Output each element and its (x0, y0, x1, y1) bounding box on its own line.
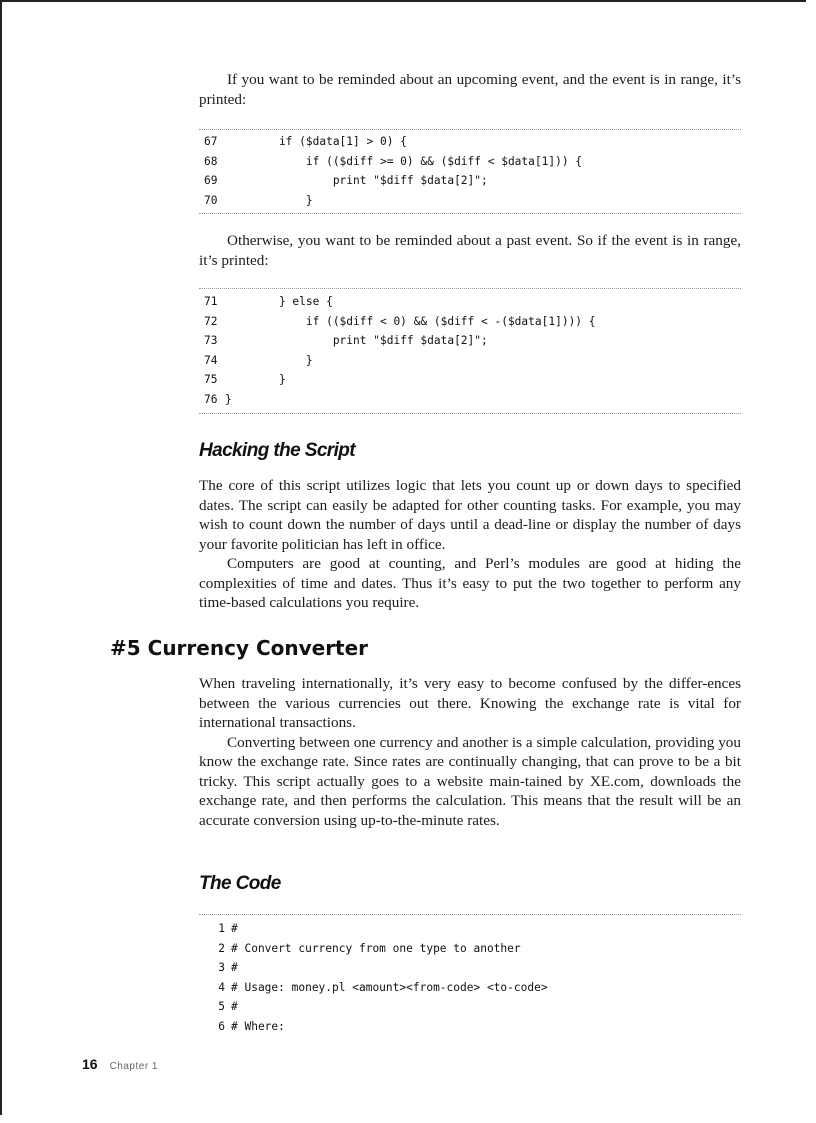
code-text: if (($diff >= 0) && ($diff < $data[1])) { (252, 154, 583, 168)
line-number: 5 (218, 1000, 225, 1014)
code-text: if (($diff < 0) && ($diff < -($data[1]))) { (252, 314, 596, 328)
intro-paragraph: If you want to be reminded about an upcoming event, and the event is in range, it’s printed: (199, 71, 741, 108)
line-number: 3 (218, 961, 225, 975)
line-number: 75 (204, 373, 218, 387)
code-line (199, 331, 741, 351)
code-line (199, 351, 741, 371)
line-number: 73 (204, 334, 218, 348)
code-line (199, 958, 741, 978)
top-border-rule (0, 0, 806, 2)
code-text: } (252, 353, 313, 367)
code-line (199, 390, 741, 410)
code-block-3 (199, 914, 741, 1037)
line-number: 1 (218, 922, 225, 935)
code-line (199, 1017, 741, 1037)
code-line (199, 132, 741, 152)
code-line (199, 939, 741, 959)
code-line (199, 171, 741, 191)
line-number: 70 (204, 193, 218, 207)
code-line (199, 152, 741, 172)
line-number: 72 (204, 314, 218, 328)
code-text: # (231, 922, 238, 935)
line-number: 71 (204, 295, 218, 308)
line-number: 68 (204, 154, 218, 168)
code-text: } (225, 392, 232, 406)
code-text: # Usage: money.pl <amount><from-code> <to-code> (231, 980, 548, 994)
code-text: print "$diff $data[2]"; (252, 174, 488, 188)
code-text: } else { (252, 295, 333, 308)
code-line (199, 978, 741, 998)
code-text: } (252, 193, 313, 207)
code-block-1 (199, 129, 741, 214)
code-text: } (252, 373, 286, 387)
line-number: 6 (218, 1019, 225, 1033)
line-number: 67 (204, 135, 218, 148)
page-footer (82, 1056, 158, 1074)
code-block-2 (199, 288, 741, 414)
line-number: 76 (204, 392, 218, 406)
code-line (199, 919, 741, 939)
code-line (199, 191, 741, 211)
code-text: # (231, 1000, 238, 1014)
left-border-rule (0, 0, 2, 1115)
code-line (199, 292, 741, 312)
hacking-paragraph: The core of this script utilizes logic that lets you count up or down days to specified dates. The script can easily be adapted for other counting tasks. For example, you may wish to count down the number of days until a dead-line or display the number of days your favorite politician has left in office. Computers are good at counting, and Perl’s modules are good at hiding the complexities of time and dates. Thus it’s easy to put the two together to perform any time-based calculations you require. (199, 477, 741, 611)
line-number: 2 (218, 941, 225, 955)
code-text: # (231, 961, 238, 975)
code-text: # Where: (231, 1019, 285, 1033)
code-line (199, 312, 741, 332)
line-number: 74 (204, 353, 218, 367)
code-line (199, 997, 741, 1017)
code-text: # Convert currency from one type to another (231, 941, 521, 955)
code-heading: The Code (199, 873, 281, 894)
past-event-paragraph: Otherwise, you want to be reminded about a past event. So if the event is in range, it’s printed: (199, 232, 741, 269)
currency-paragraph: When traveling internationally, it’s very easy to become confused by the differ-ences between the various currencies out there. Knowing the exchange rate is vital for international transactions. Converting between one currency and another is a simple calculation, providing you know the exchange rate. Since rates are continually changing, that can prove to be a bit tricky. This script actually goes to a website main-tained by XE.com, downloads the exchange rate, and then performs the calculation. This means that the result will be an accurate conversion using up-to-the-minute rates. (199, 675, 741, 829)
line-number: 4 (218, 980, 225, 994)
code-text: if ($data[1] > 0) { (252, 135, 407, 148)
hacking-heading: Hacking the Script (199, 440, 356, 461)
page-number: 16 (82, 1056, 98, 1072)
code-line (199, 370, 741, 390)
chapter-label: Chapter 1 (109, 1061, 158, 1072)
section-heading: #5 Currency Converter (110, 636, 369, 660)
line-number: 69 (204, 174, 218, 188)
code-text: print "$diff $data[2]"; (252, 334, 488, 348)
